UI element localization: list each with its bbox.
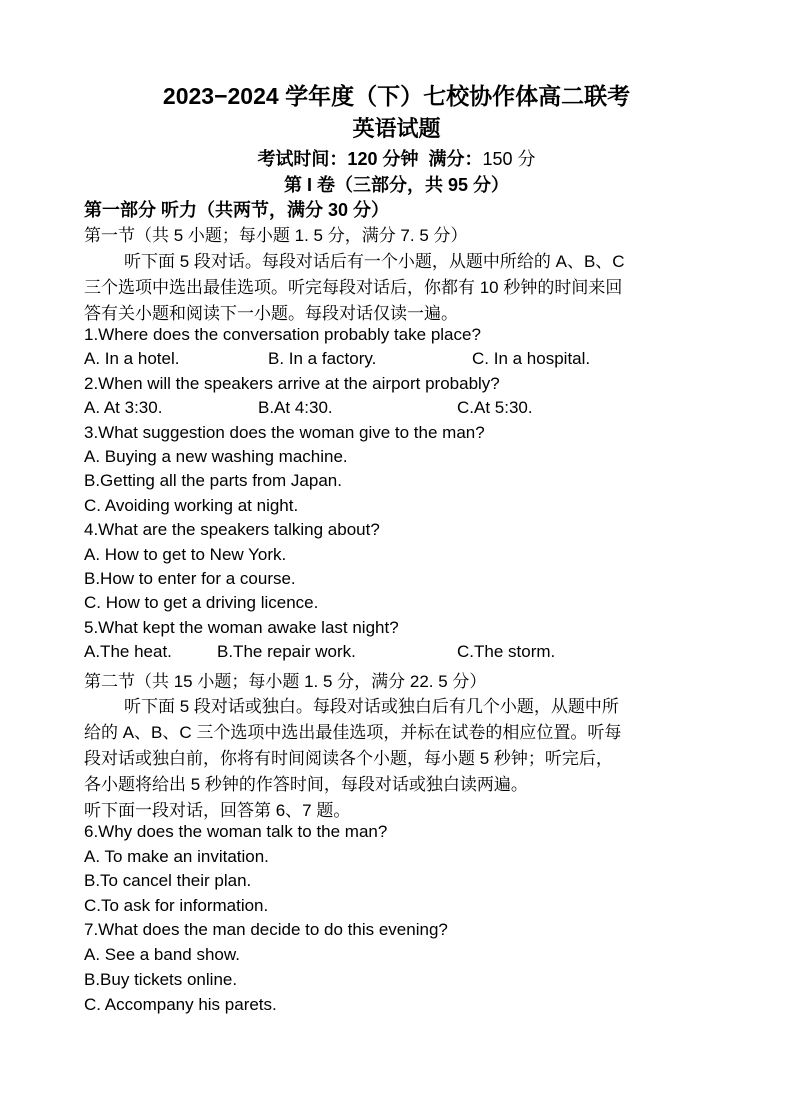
- question-1-option-c: C. In a hospital.: [472, 349, 591, 368]
- question-4-option-a: A. How to get to New York.: [84, 545, 287, 564]
- full-score-label: 满分：: [428, 149, 483, 169]
- section2-instruction-line: 各小题将给出 5 秒钟的作答时间，每段对话或独白读两遍。: [84, 775, 528, 794]
- question-3-option-c: C. Avoiding working at night.: [84, 496, 299, 515]
- section1-instruction-line: 听下面 5 段对话。每段对话后有一个小题，从题中所给的 A、B、C: [124, 252, 625, 271]
- question-1-option-a: A. In a hotel.: [84, 349, 180, 368]
- question-2-option-b: B.At 4:30.: [258, 398, 333, 417]
- question-6-option-c: C.To ask for information.: [84, 896, 269, 915]
- question-4-stem: 4.What are the speakers talking about?: [84, 520, 380, 539]
- question-7-option-a: A. See a band show.: [84, 945, 240, 964]
- question-7-option-c: C. Accompany his parets.: [84, 995, 277, 1014]
- question-4-option-b: B.How to enter for a course.: [84, 569, 296, 588]
- section1-instruction-line: 三个选项中选出最佳选项。听完每段对话后，你都有 10 秒钟的时间来回: [84, 278, 623, 297]
- question-4-option-c: C. How to get a driving licence.: [84, 593, 319, 612]
- question-7-stem: 7.What does the man decide to do this evening?: [84, 920, 448, 939]
- question-3-stem: 3.What suggestion does the woman give to the man?: [84, 423, 485, 442]
- question-6-option-a: A. To make an invitation.: [84, 847, 269, 866]
- question-3-option-a: A. Buying a new washing machine.: [84, 447, 348, 466]
- question-2-stem: 2.When will the speakers arrive at the airport probably?: [84, 374, 500, 393]
- question-7-option-b: B.Buy tickets online.: [84, 970, 238, 989]
- full-score-value: 150 分: [482, 149, 536, 169]
- section2-heading: 第二节（共 15 小题；每小题 1. 5 分，满分 22. 5 分）: [84, 672, 487, 691]
- question-5-option-b: B.The repair work.: [217, 642, 356, 661]
- part1-heading: 第一部分 听力（共两节，满分 30 分）: [84, 200, 390, 220]
- question-6-option-b: B.To cancel their plan.: [84, 871, 252, 890]
- question-2-option-c: C.At 5:30.: [457, 398, 533, 417]
- question-3-option-b: B.Getting all the parts from Japan.: [84, 471, 342, 490]
- exam-time-score: [0, 145, 793, 171]
- section1-instruction-line: 答有关小题和阅读下一小题。每段对话仅读一遍。: [84, 304, 458, 323]
- section2-instruction-line: 段对话或独白前，你将有时间阅读各个小题，每小题 5 秒钟；听完后，: [84, 749, 613, 768]
- question-5-option-c: C.The storm.: [457, 642, 556, 661]
- section2-lead: 听下面一段对话，回答第 6、7 题。: [84, 801, 351, 820]
- question-1-stem: 1.Where does the conversation probably take place?: [84, 325, 481, 344]
- volume-heading: 第 I 卷（三部分，共 95 分）: [283, 175, 510, 195]
- exam-title: 2023−2024 学年度（下）七校协作体高二联考: [162, 83, 631, 109]
- exam-time: 考试时间：120 分钟: [257, 149, 419, 169]
- subject-title: 英语试题: [352, 116, 441, 141]
- question-5-stem: 5.What kept the woman awake last night?: [84, 618, 399, 637]
- question-2-option-a: A. At 3:30.: [84, 398, 163, 417]
- question-6-stem: 6.Why does the woman talk to the man?: [84, 822, 388, 841]
- section2-instruction-line: 给的 A、B、C 三个选项中选出最佳选项，并标在试卷的相应位置。听每: [84, 723, 622, 742]
- question-1-option-b: B. In a factory.: [268, 349, 377, 368]
- question-5-option-a: A.The heat.: [84, 642, 172, 661]
- section1-heading: 第一节（共 5 小题；每小题 1. 5 分，满分 7. 5 分）: [84, 226, 468, 245]
- section2-instruction-line: 听下面 5 段对话或独白。每段对话或独白后有几个小题，从题中所: [124, 697, 619, 716]
